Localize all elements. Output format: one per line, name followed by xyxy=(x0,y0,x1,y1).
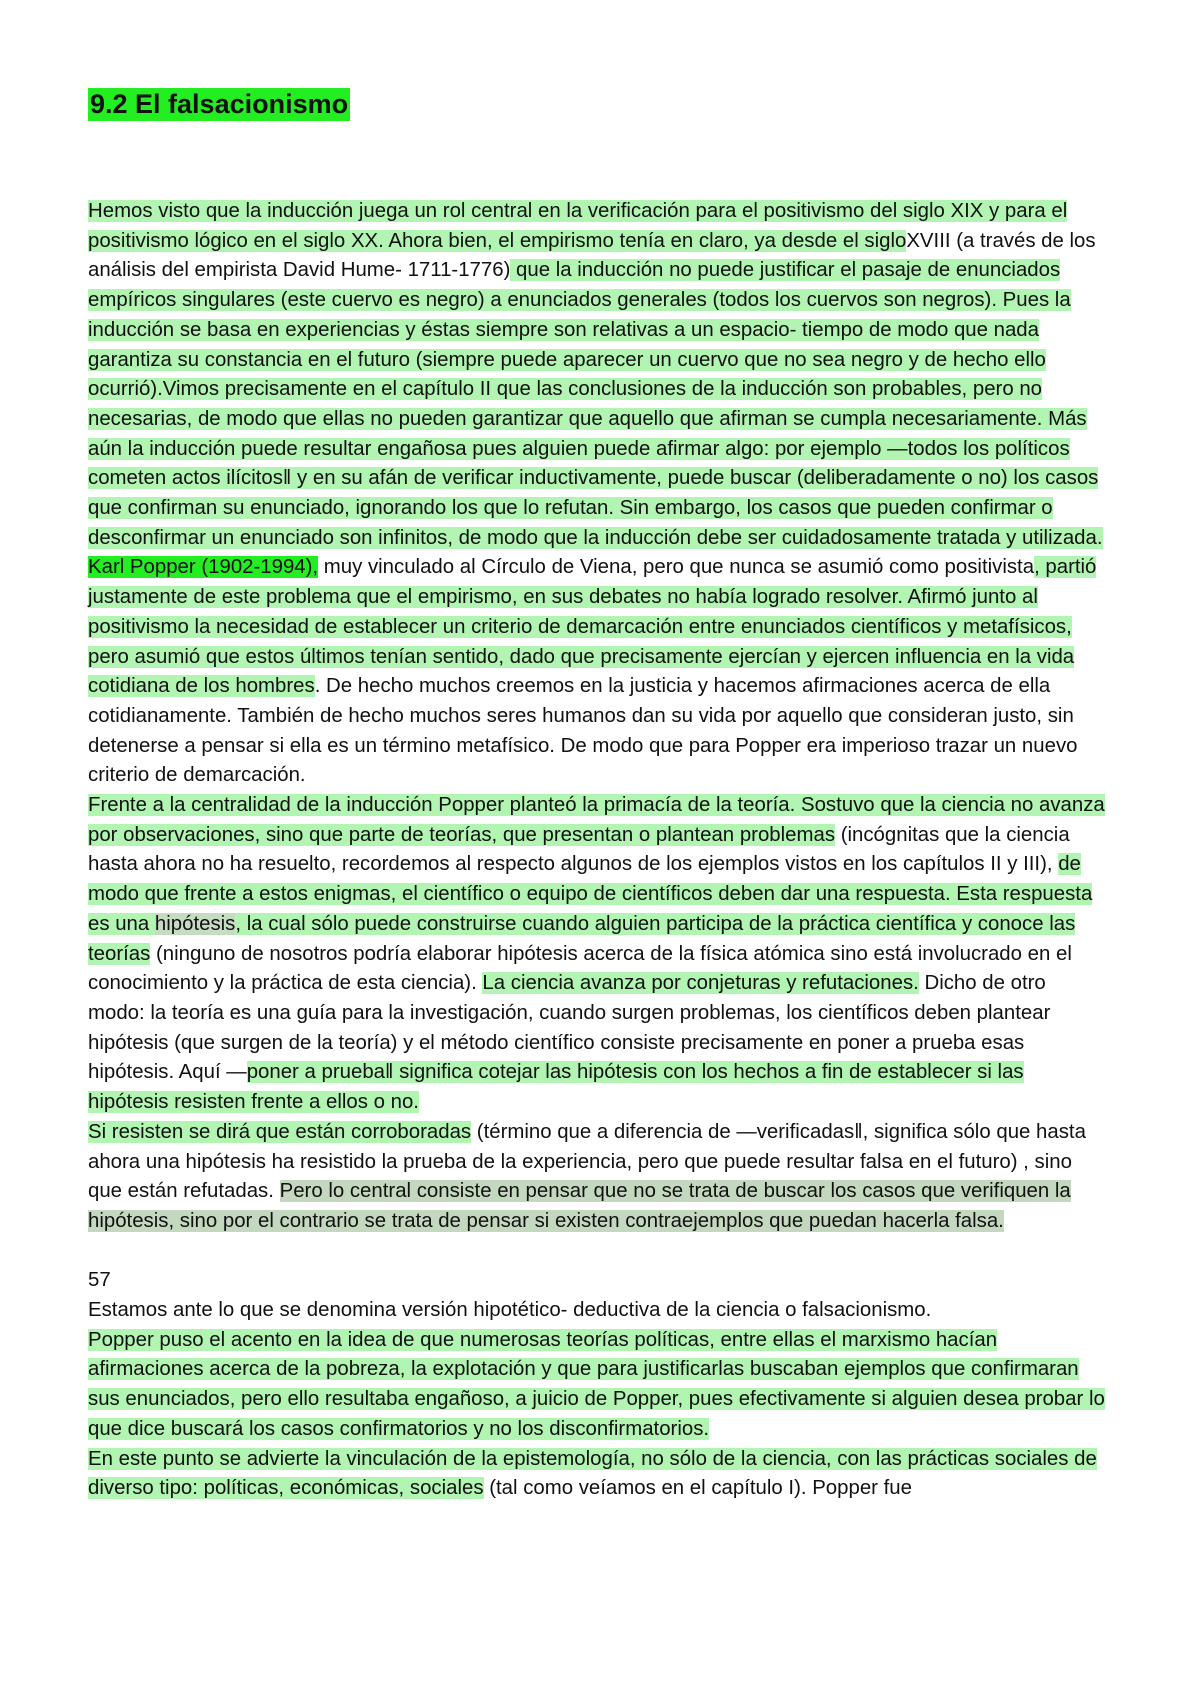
text-span: (término que a diferencia de ―verificadas‖, significa sólo que hasta ahora una hipótesis ha resistido la prueba de la experiencia, pero que puede resultar falsa en el futuro) , sino que están refutadas. xyxy=(88,1120,1086,1203)
text-span: Dicho de otro modo: la teoría es una guía para la investigación, cuando surgen problemas, los científicos deben plantear hipótesis (que surgen de la teoría) y el método científico consiste precisamente en poner a prueba esas hipótesis. Aquí ― xyxy=(88,972,1051,1084)
paragraph-popper xyxy=(88,553,1108,791)
highlight-span: Si resisten se dirá que están corroboradas xyxy=(88,1120,472,1143)
page-number: 57 xyxy=(88,1269,111,1292)
paragraph-social-practices xyxy=(88,1445,1108,1504)
section-title: 9.2 El falsacionismo xyxy=(90,89,349,119)
paragraph-theory xyxy=(88,791,1108,1118)
paragraph-corroboration xyxy=(88,1118,1108,1237)
paragraph-induction xyxy=(88,197,1108,553)
highlight-span: Frente a la centralidad de la inducción Popper planteó la primacía de la teoría. Sostuvo que la ciencia no avanza por observaciones, sino que parte de teorías, que presentan o plantean problemas xyxy=(88,794,1105,846)
text-span: (ninguno de nosotros podría elaborar hipótesis acerca de la física atómica sino está involucrado en el conocimiento y la práctica de esta ciencia). xyxy=(88,942,1072,995)
highlight-span: En este punto se advierte la vinculación de la epistemología, no sólo de la ciencia, con las prácticas sociales de diverso tipo: políticas, económicas, sociales xyxy=(88,1447,1097,1500)
paragraph-falsacionism: Estamos ante lo que se denomina versión hipotético- deductiva de la ciencia o falsacionismo. xyxy=(88,1299,932,1321)
highlight-span: , partió justamente de este problema que el empirismo, en sus debates no había logrado resolver. Afirmó junto al positivismo la necesidad de establecer un criterio de demarcación entre enunciados científicos y metafísicos, pero asumió que estos últimos tenían sentido, dado que precisamente ejercían y ejercen influencia en la vida cotidiana de los hombres xyxy=(88,556,1097,698)
paragraph-political-theories xyxy=(88,1326,1108,1445)
highlight-span: Popper puso el acento en la idea de que numerosas teorías políticas, entre ellas el marxismo hacían afirmaciones acerca de la pobreza, la explotación y que para justificarlas buscaban ejemplos que confirmaran sus enunciados, pero ello resultaba engañoso, a juicio de Popper, pues efectivamente si alguien desea probar lo que dice buscará los casos confirmatorios y no los disconfirmatorios. xyxy=(88,1328,1105,1440)
text-span: (tal como veíamos en el capítulo I). Popper fue xyxy=(483,1477,912,1500)
paragraph-spacer xyxy=(88,1237,1108,1267)
highlight-dark-span: Pero lo central consiste en pensar que no se trata de buscar los casos que verifiquen la hipótesis, sino por el contrario se trata de pensar si existen contraejemplos que puedan hacerla falsa. xyxy=(88,1180,1071,1232)
highlight-term-span: hipótesis xyxy=(154,912,236,935)
highlight-span: , la cual sólo puede construirse cuando alguien participa de la práctica científica y conoce las teorías xyxy=(88,912,1076,965)
document-body xyxy=(88,197,1108,1504)
highlight-span: poner a prueba‖ significa cotejar las hipótesis con los hechos a fin de establecer si las hipótesis resisten frente a ellos o no. xyxy=(88,1061,1024,1114)
text-span: XVIII (a través de los análisis del empirista David Hume- 1711-1776) xyxy=(88,229,1096,282)
text-span: (incógnitas que la ciencia hasta ahora no ha resuelto, recordemos al respecto algunos de los ejemplos vistos en los capítulos II y III), xyxy=(88,823,1070,876)
text-span: muy vinculado al Círculo de Viena, pero que nunca se asumió como positivista xyxy=(318,556,1035,579)
highlight-span: Hemos visto que la inducción juega un rol central en la verificación para el positivismo del siglo XIX y para el positivismo lógico en el siglo XX. Ahora bien, el empirismo tenía en claro, ya desde el siglo xyxy=(88,200,1068,252)
highlight-name-span: Karl Popper (1902-1994), xyxy=(88,556,319,579)
highlight-span: La ciencia avanza por conjeturas y refutaciones. xyxy=(482,972,919,995)
highlight-span: que la inducción no puede justificar el pasaje de enunciados empíricos singulares (este cuervo es negro) a enunciados generales (todos los cuervos son negros). Pues la inducción se basa en experiencias y éstas siempre son relativas a un espacio- tiempo de modo que nada garantiza su constancia en el futuro (siempre puede aparecer un cuervo que no sea negro y de hecho ello ocurrió).Vimos precisamente en el capítulo II que las conclusiones de la inducción son probables, pero no necesarias, de modo que ellas no pueden garantizar que aquello que afirman se cumpla necesariamente. Más aún la inducción puede resultar engañosa pues alguien puede afirmar algo: por ejemplo ―todos los políticos cometen actos ilícitos‖ y en su afán de verificar inductivamente, puede buscar (deliberadamente o no) los casos que confirman su enunciado, ignorando los que lo refutan. Sin embargo, los casos que pueden confirmar o desconfirmar un enunciado son infinitos, de modo que la inducción debe ser cuidadosamente tratada y utilizada. xyxy=(88,259,1103,549)
text-span: . De hecho muchos creemos en la justicia y hacemos afirmaciones acerca de ella cotidianamente. También de hecho muchos seres humanos dan su vida por aquello que consideran justo, sin detenerse a pensar si ella es un término metafísico. De modo que para Popper era imperioso trazar un nuevo criterio de demarcación. xyxy=(88,675,1078,787)
highlight-span: de modo que frente a estos enigmas, el científico o equipo de científicos deben dar una respuesta. Esta respuesta es una xyxy=(88,853,1093,935)
